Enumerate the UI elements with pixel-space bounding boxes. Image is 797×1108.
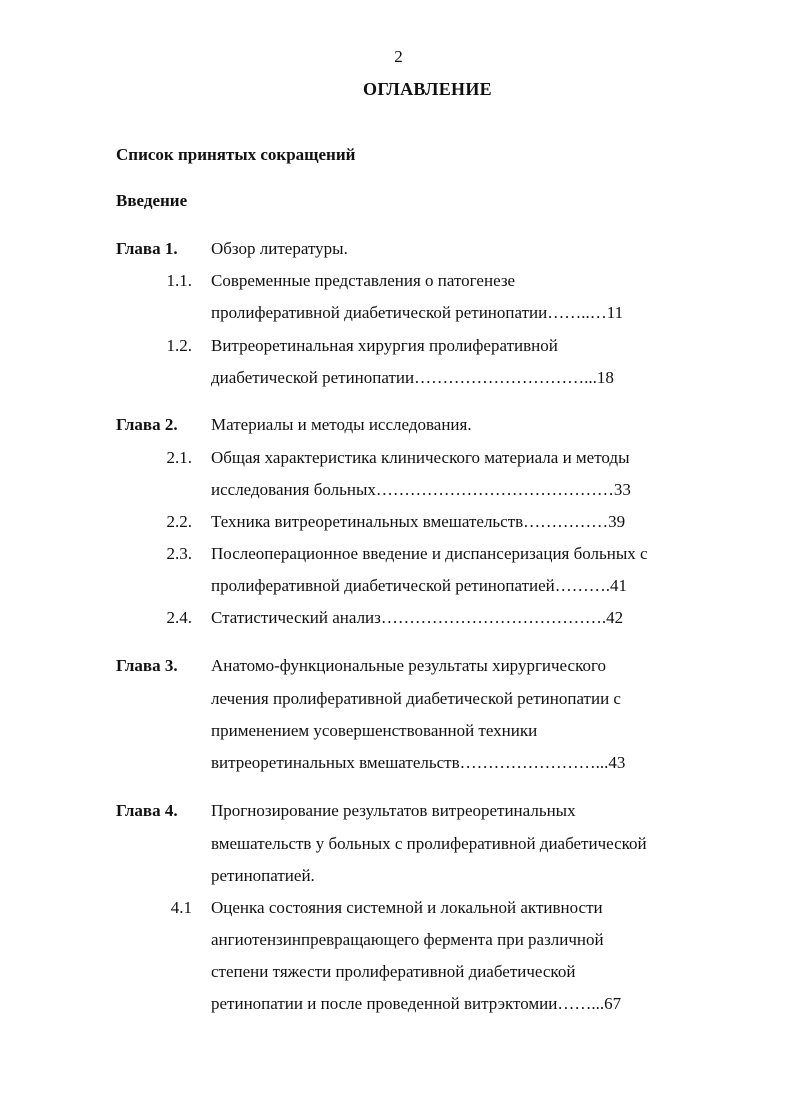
section-2-4-line-1: Статистический анализ………………………………….42 [211,608,624,627]
section-2-1-number: 2.1. [166,448,192,467]
section-4-1-line-2: ангиотензинпревращающего фермента при различной [211,930,604,949]
section-4-1-number: 4.1 [170,898,192,917]
chapter-3-title-line-2: лечения пролиферативной диабетической ретинопатии с [211,689,621,708]
chapter-3-title-line-4: витреоретинальных вмешательств……………………...43 [211,753,626,772]
section-4-1-line-3: степени тяжести пролиферативной диабетической [211,962,576,981]
toc-abbreviations: Список принятых сокращений [116,145,356,164]
section-4-1-line-4: ретинопатии и после проведенной витрэктомии……...67 [211,994,622,1013]
section-1-2-line-1: Витреоретинальная хирургия пролиферативной [211,336,558,355]
section-1-1-number: 1.1. [166,271,192,290]
chapter-3-title-line-1: Анатомо-функциональные результаты хирургического [211,656,607,675]
chapter-4-title-line-3: ретинопатией. [211,866,315,885]
chapter-4-title-line-1: Прогнозирование результатов витреоретинальных [211,801,576,820]
chapter-4-title-line-2: вмешательств у больных с пролиферативной диабетической [211,834,647,853]
chapter-3-label: Глава 3. [116,656,178,675]
toc-introduction: Введение [116,191,188,210]
section-2-3-line-1: Послеоперационное введение и диспансеризация больных с [211,544,648,563]
section-2-1-line-2: исследования больных……………………………………33 [211,480,631,499]
section-1-2-number: 1.2. [166,336,192,355]
chapter-3-title-line-3: применением усовершенствованной техники [211,721,538,740]
section-2-2-line-1: Техника витреоретинальных вмешательств……………39 [211,512,626,531]
chapter-2-title: Материалы и методы исследования. [211,415,472,434]
section-2-2-number: 2.2. [166,512,192,531]
chapter-1-title: Обзор литературы. [211,239,348,258]
chapter-2-label: Глава 2. [116,415,178,434]
section-2-3-line-2: пролиферативной диабетической ретинопатией……….41 [211,576,628,595]
chapter-4-label: Глава 4. [116,801,178,820]
chapter-1-label: Глава 1. [116,239,178,258]
section-4-1-line-1: Оценка состояния системной и локальной активности [211,898,603,917]
section-1-1-line-1: Современные представления о патогенезе [211,271,516,290]
page-title: ОГЛАВЛЕНИЕ [363,79,492,99]
section-1-2-line-2: диабетической ретинопатии…………………………...18 [211,368,614,387]
section-1-1-line-2: пролиферативной диабетической ретинопатии……..…11 [211,303,624,322]
page-number: 2 [394,47,403,66]
section-2-1-line-1: Общая характеристика клинического материала и методы [211,448,630,467]
section-2-3-number: 2.3. [166,544,192,563]
section-2-4-number: 2.4. [166,608,192,627]
